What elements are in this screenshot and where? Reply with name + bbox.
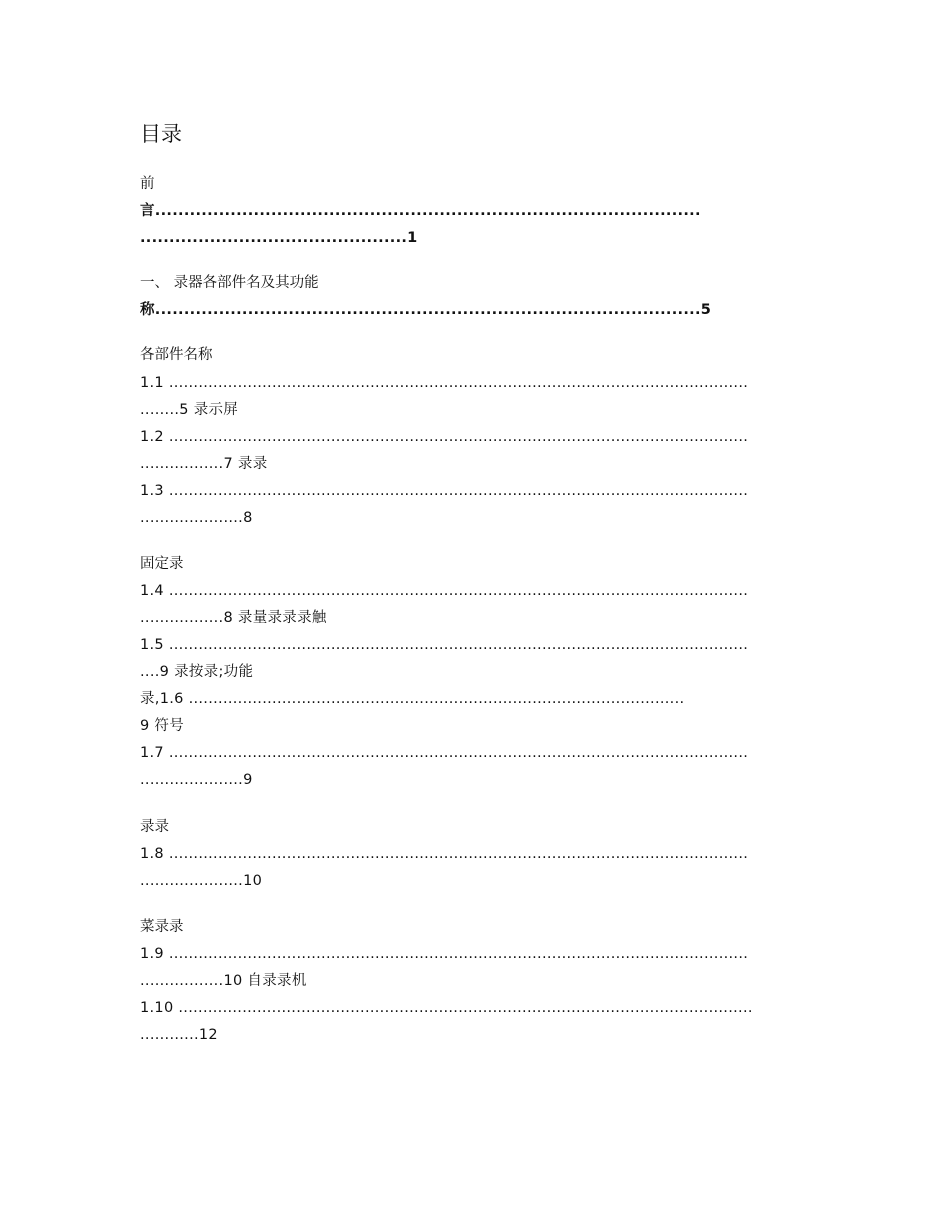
toc-line: .....................9 [140, 772, 253, 788]
toc-line: .................7 录录 [140, 456, 268, 472]
toc-line: ..............................................1 [140, 230, 418, 246]
toc-line: ....9 录按录;功能 [140, 664, 254, 680]
toc-line: 9 符号 [140, 718, 185, 734]
toc-line: 一、 录器各部件名及其功能 [140, 275, 319, 291]
toc-line: 1.2 ...................................................................................................................... [140, 429, 749, 445]
toc-line: .................10 自录录机 [140, 973, 307, 989]
toc-line: 1.9 ...................................................................................................................... [140, 946, 749, 962]
toc-line: 1.7 ...................................................................................................................... [140, 745, 749, 761]
toc-line: 前 [140, 176, 155, 192]
toc-line: 固定录 [140, 556, 184, 572]
toc-line: ............12 [140, 1027, 218, 1043]
toc-line: 录,1.6 ..................................................................................................... [140, 691, 685, 707]
toc-line: 菜录录 [140, 919, 184, 935]
toc-title: 目录 [140, 122, 182, 146]
toc-line: .....................10 [140, 873, 263, 889]
toc-line: 录录 [140, 819, 169, 835]
toc-line: 1.5 ...................................................................................................................... [140, 637, 749, 653]
toc-line: ........5 录示屏 [140, 402, 239, 418]
toc-line: 1.3 ...................................................................................................................... [140, 483, 749, 499]
toc-line: 1.8 ...................................................................................................................... [140, 846, 749, 862]
toc-line: 言.............................................................................................. [140, 203, 701, 219]
toc-line: 1.4 ...................................................................................................................... [140, 583, 749, 599]
toc-line: 1.10 ..................................................................................................................... [140, 1000, 753, 1016]
toc-line: 各部件名称 [140, 347, 213, 363]
toc-line: .................8 录量录录录触 [140, 610, 327, 626]
toc-line: 称..............................................................................................5 [140, 302, 712, 318]
toc-line: .....................8 [140, 510, 253, 526]
toc-line: 1.1 ...................................................................................................................... [140, 375, 749, 391]
